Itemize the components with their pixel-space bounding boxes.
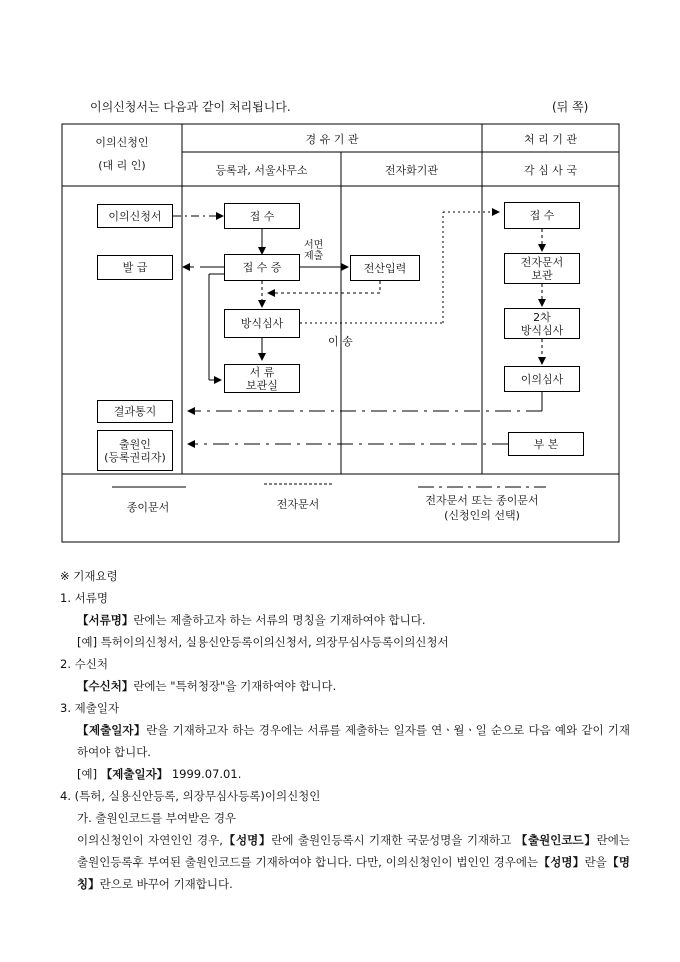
receipt-box: 접 수 <box>224 203 300 229</box>
receipt-cert-box: 접 수 증 <box>224 254 300 281</box>
formality-exam-box: 방식심사 <box>224 309 300 338</box>
name-bracket: 【성명】 <box>222 833 272 847</box>
section-4-title: 4. (특허, 실용신안등록, 의장무심사등록)이의신청인 <box>60 789 321 803</box>
s4-part4: 란을 <box>584 855 607 869</box>
example-bracket: 【제출일자】 <box>100 767 169 781</box>
legend-either: 전자문서 또는 종이문서 <box>425 494 539 507</box>
legend-paper: 종이문서 <box>126 501 170 514</box>
objection-exam-box: 이의심사 <box>504 366 580 392</box>
example-date: 1999.07.01. <box>171 767 242 781</box>
transfer-label: 이 송 <box>328 335 353 348</box>
section-2-text <box>60 675 630 697</box>
s4-part2: 란에 출원인등록시 기재한 국문성명을 기재하고 <box>271 833 512 847</box>
result-notice-box: 결과통지 <box>97 400 173 423</box>
s4-part1: 이의신청인이 자연인인 경우, <box>77 833 223 847</box>
registration-dept-header: 등록과, 서울사무소 <box>215 164 308 177</box>
issue-box: 발 급 <box>97 255 173 280</box>
objection-doc-box: 이의신청서 <box>97 204 173 228</box>
legend-either-note: (신청인의 선택) <box>444 509 520 522</box>
writing-instructions <box>60 565 630 895</box>
applicant-holder-box: 출원인 (등록권리자) <box>97 430 173 471</box>
example-prefix: [예] <box>77 767 98 781</box>
computerization-org-header: 전자화기관 <box>384 164 439 177</box>
doc-storage-box: 서 류 보관실 <box>224 364 300 393</box>
processing-org-header: 처 리 기 관 <box>524 133 577 146</box>
edoc-storage-box: 전자문서 보관 <box>504 253 580 284</box>
doc-name-bracket: 【서류명】 <box>77 613 134 627</box>
s4-part5: 란으로 바꾸어 기재합니다. <box>99 877 233 891</box>
paper-submission-label: 서면 제출 <box>304 240 324 262</box>
submit-date-bracket: 【제출일자】 <box>77 723 147 737</box>
back-side-note: (뒤 쪽) <box>552 100 589 114</box>
section-1-title: 1. 서류명 <box>60 591 108 605</box>
agent-header: (대 리 인) <box>98 159 146 172</box>
section-2-body: 란에는 "특허청장"을 기재하여야 합니다. <box>133 679 337 693</box>
intro-text: 이의신청서는 다음과 같이 처리됩니다. <box>90 100 291 114</box>
recipient-bracket: 【수신처】 <box>77 679 134 693</box>
section-3-example <box>60 763 630 785</box>
title-bracket: 【명칭】 <box>77 855 630 891</box>
data-entry-box: 전산입력 <box>350 255 420 281</box>
s4-part3: 란에는 출원인등록후 부여된 출원인코드를 기재하여야 합니다. 다만, 이의신청인이 법인인 경우에는 <box>77 833 630 869</box>
section-3-text <box>60 719 630 763</box>
notes-title: ※ 기재요령 <box>60 569 118 583</box>
legend-electronic: 전자문서 <box>276 498 320 511</box>
section-1-example: [예] 특허이의신청서, 실용신안등록이의신청서, 의장무심사등록이의신청서 <box>77 635 449 649</box>
processing-receipt-box: 접 수 <box>504 202 580 229</box>
section-1-text <box>60 609 630 631</box>
section-3-body: 란을 기재하고자 하는 경우에는 서류를 제출하는 일자를 연ㆍ월ㆍ일 순으로 다음 예와 같이 기재하여야 합니다. <box>77 723 630 759</box>
exam-bureau-header: 각 심 사 국 <box>524 164 577 177</box>
section-2-title: 2. 수신처 <box>60 657 108 671</box>
via-org-header: 경 유 기 관 <box>305 133 359 146</box>
section-1-body: 란에는 제출하고자 하는 서류의 명칭을 기재하여야 합니다. <box>133 613 426 627</box>
second-exam-box: 2차 방식심사 <box>504 308 580 339</box>
copy-box: 부 본 <box>508 432 584 456</box>
section-4-sub: 가. 출원인코드를 부여받은 경우 <box>77 811 237 825</box>
applicant-header: 이의신청인 <box>95 136 149 149</box>
section-4-text <box>60 829 630 895</box>
applicant-code-bracket: 【출원인코드】 <box>515 833 597 847</box>
name-bracket-2: 【성명】 <box>538 855 585 869</box>
section-3-title: 3. 제출일자 <box>60 701 120 715</box>
